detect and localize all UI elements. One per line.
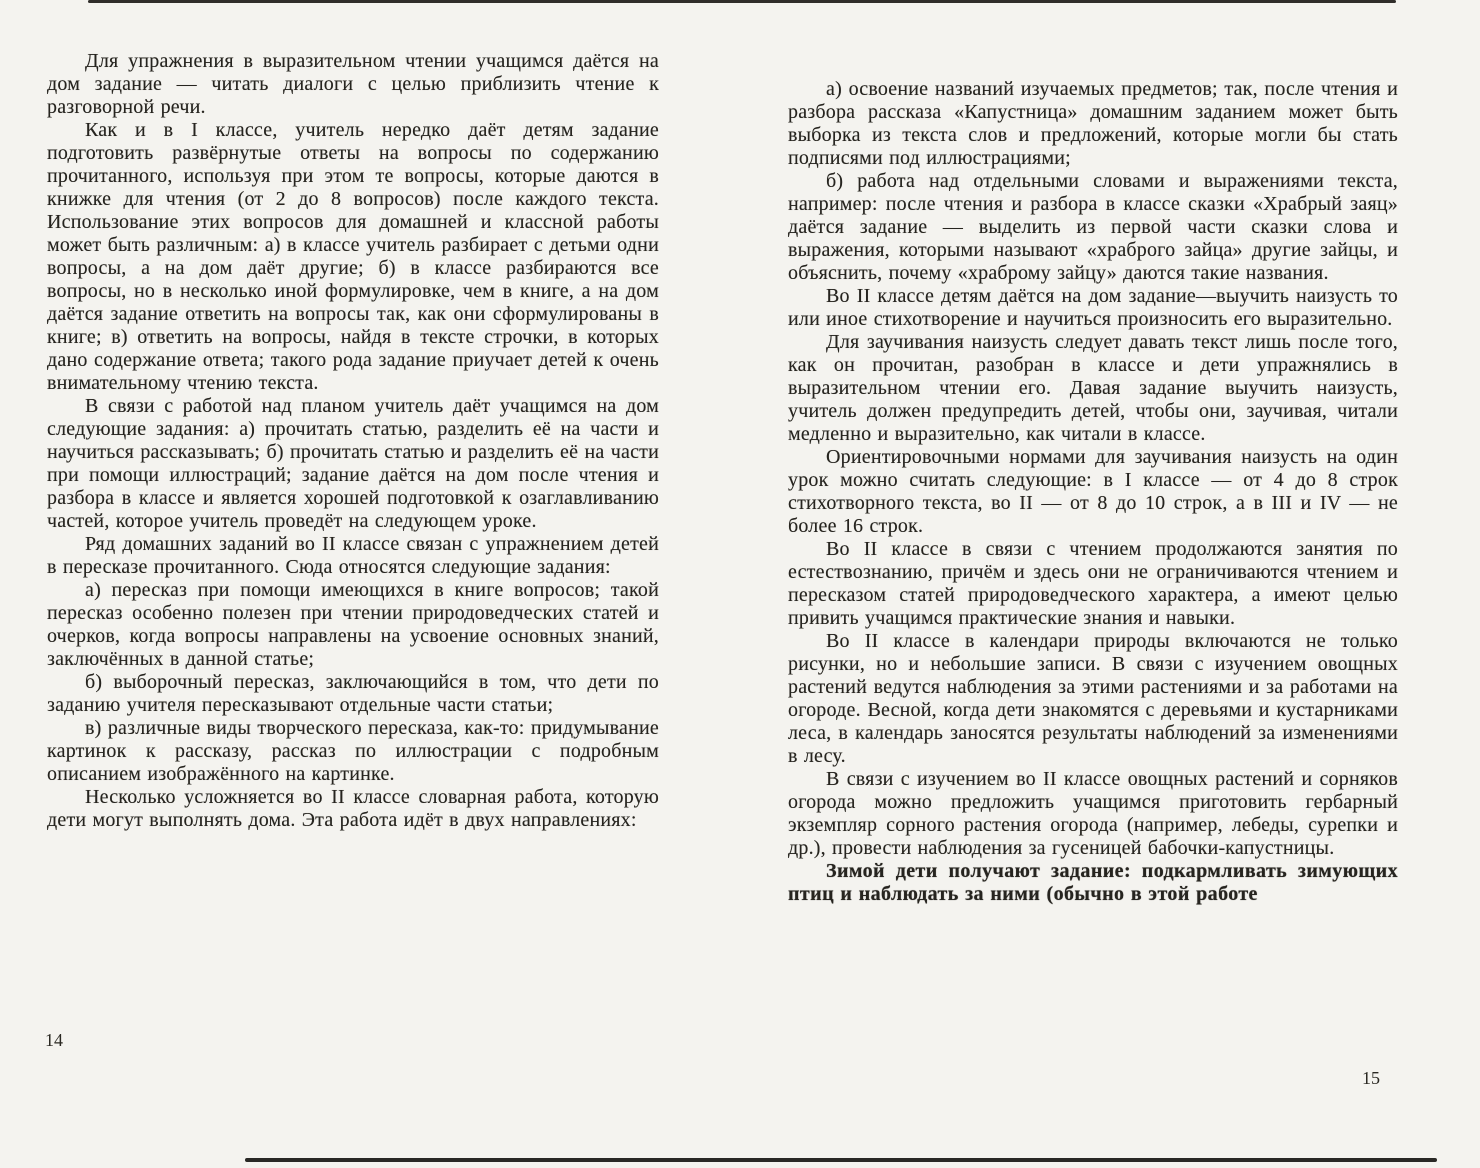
page-number-right: 15 [1362,1068,1380,1088]
paragraph: а) пересказ при помощи имеющихся в книге вопросов; такой пересказ особенно полезен при чтении природоведческих статей и очерков, когда вопросы направлены на усвоение основных знаний, заключённых в данной статье; [47,579,659,670]
paragraph: В связи с изучением во II классе овощных растений и сорняков огорода можно предложить учащимся приготовить гербарный экземпляр сорного растения огорода (например, лебеды, сурепки и др.), провести наблюдения за гусеницей бабочки-капустницы. [788,768,1398,859]
paragraph: б) работа над отдельными словами и выражениями текста, например: после чтения и разбора в классе сказки «Храбрый заяц» даётся задание — выделить из первой части сказки слова и выражения, которыми называют «храброго зайца» другие зайцы, и объяснить, почему «храброму зайцу» даются такие названия. [788,170,1398,284]
paragraph: Во II классе в связи с чтением продолжаются занятия по естествознанию, причём и здесь они не ограничиваются чтением и пересказом статей природоведческого характера, а имеют целью привить учащимся практические знания и навыки. [788,538,1398,629]
scan-edge-bottom-artifact [245,1158,1437,1162]
paragraph: Для заучивания наизусть следует давать текст лишь после того, как он прочитан, разобран в классе и дети упражнялись в выразительном чтении его. Давая задание выучить наизусть, учитель должен предупредить детей, чтобы они, заучивая, читали медленно и выразительно, как читали в классе. [788,331,1398,445]
paragraph: Как и в I классе, учитель нередко даёт детям задание подготовить развёрнутые ответы на вопросы по содержанию прочитанного, используя при этом те вопросы, которые даются в книжке для чтения (от 2 до 8 вопросов) после каждого текста. Использование этих вопросов для домашней и классной работы может быть различным: а) в классе учитель разбирает с детьми одни вопросы, а на дом даёт другие; б) в классе разбираются все вопросы, но в несколько иной формулировке, чем в книге, а на дом даётся задание ответить на вопросы так, как они сформулированы в книге; в) ответить на вопросы, найдя в тексте строчки, в которых дано содержание ответа; такого рода задание приучает детей к очень внимательному чтению текста. [47,119,659,394]
right-page-text [788,78,1398,906]
paragraph: б) выборочный пересказ, заключающийся в том, что дети по заданию учителя пересказывают отдельные части статьи; [47,671,659,716]
paragraph: Во II классе детям даётся на дом задание—выучить наизусть то или иное стихотворение и научиться произносить его выразительно. [788,285,1398,330]
paragraph: Ориентировочными нормами для заучивания наизусть на один урок можно считать следующие: в I классе — от 4 до 8 строк стихотворного текста, во II — от 8 до 10 строк, а в III и IV — не более 16 строк. [788,446,1398,537]
paragraph: в) различные виды творческого пересказа, как-то: придумывание картинок к рассказу, рассказ по иллюстрации с подробным описанием изображённого на картинке. [47,717,659,785]
page-number-left: 14 [45,1030,63,1050]
paragraph: Ряд домашних заданий во II классе связан с упражнением детей в пересказе прочитанного. Сюда относятся следующие задания: [47,533,659,578]
paragraph: Несколько усложняется во II классе словарная работа, которую дети могут выполнять дома. Эта работа идёт в двух направлениях: [47,786,659,831]
paragraph: В связи с работой над планом учитель даёт учащимся на дом следующие задания: а) прочитать статью, разделить её на части и научиться рассказывать; б) прочитать статью и разделить её на части при помощи иллюстраций; задание даётся на дом после чтения и разбора в классе и является хорошей подготовкой к озаглавливанию частей, которое учитель проведёт на следующем уроке. [47,395,659,532]
paragraph: Во II классе в календари природы включаются не только рисунки, но и небольшие записи. В связи с изучением овощных растений ведутся наблюдения за этими растениями и за работами на огороде. Весной, когда дети знакомятся с деревьями и кустарниками леса, в календарь заносятся результаты наблюдений за изменениями в лесу. [788,630,1398,767]
paragraph-bold-ink: Зимой дети получают задание: подкармливать зимующих птиц и наблюдать за ними (обычно в этой работе [788,860,1398,905]
paragraph: а) освоение названий изучаемых предметов; так, после чтения и разбора рассказа «Капустница» домашним заданием может быть выборка из текста слов и предложений, которые могли бы стать подписями под иллюстрациями; [788,78,1398,169]
left-page-text [47,50,659,832]
scan-edge-top-artifact [88,0,1396,3]
paragraph: Для упражнения в выразительном чтении учащимся даётся на дом задание — читать диалоги с целью приблизить чтение к разговорной речи. [47,50,659,118]
